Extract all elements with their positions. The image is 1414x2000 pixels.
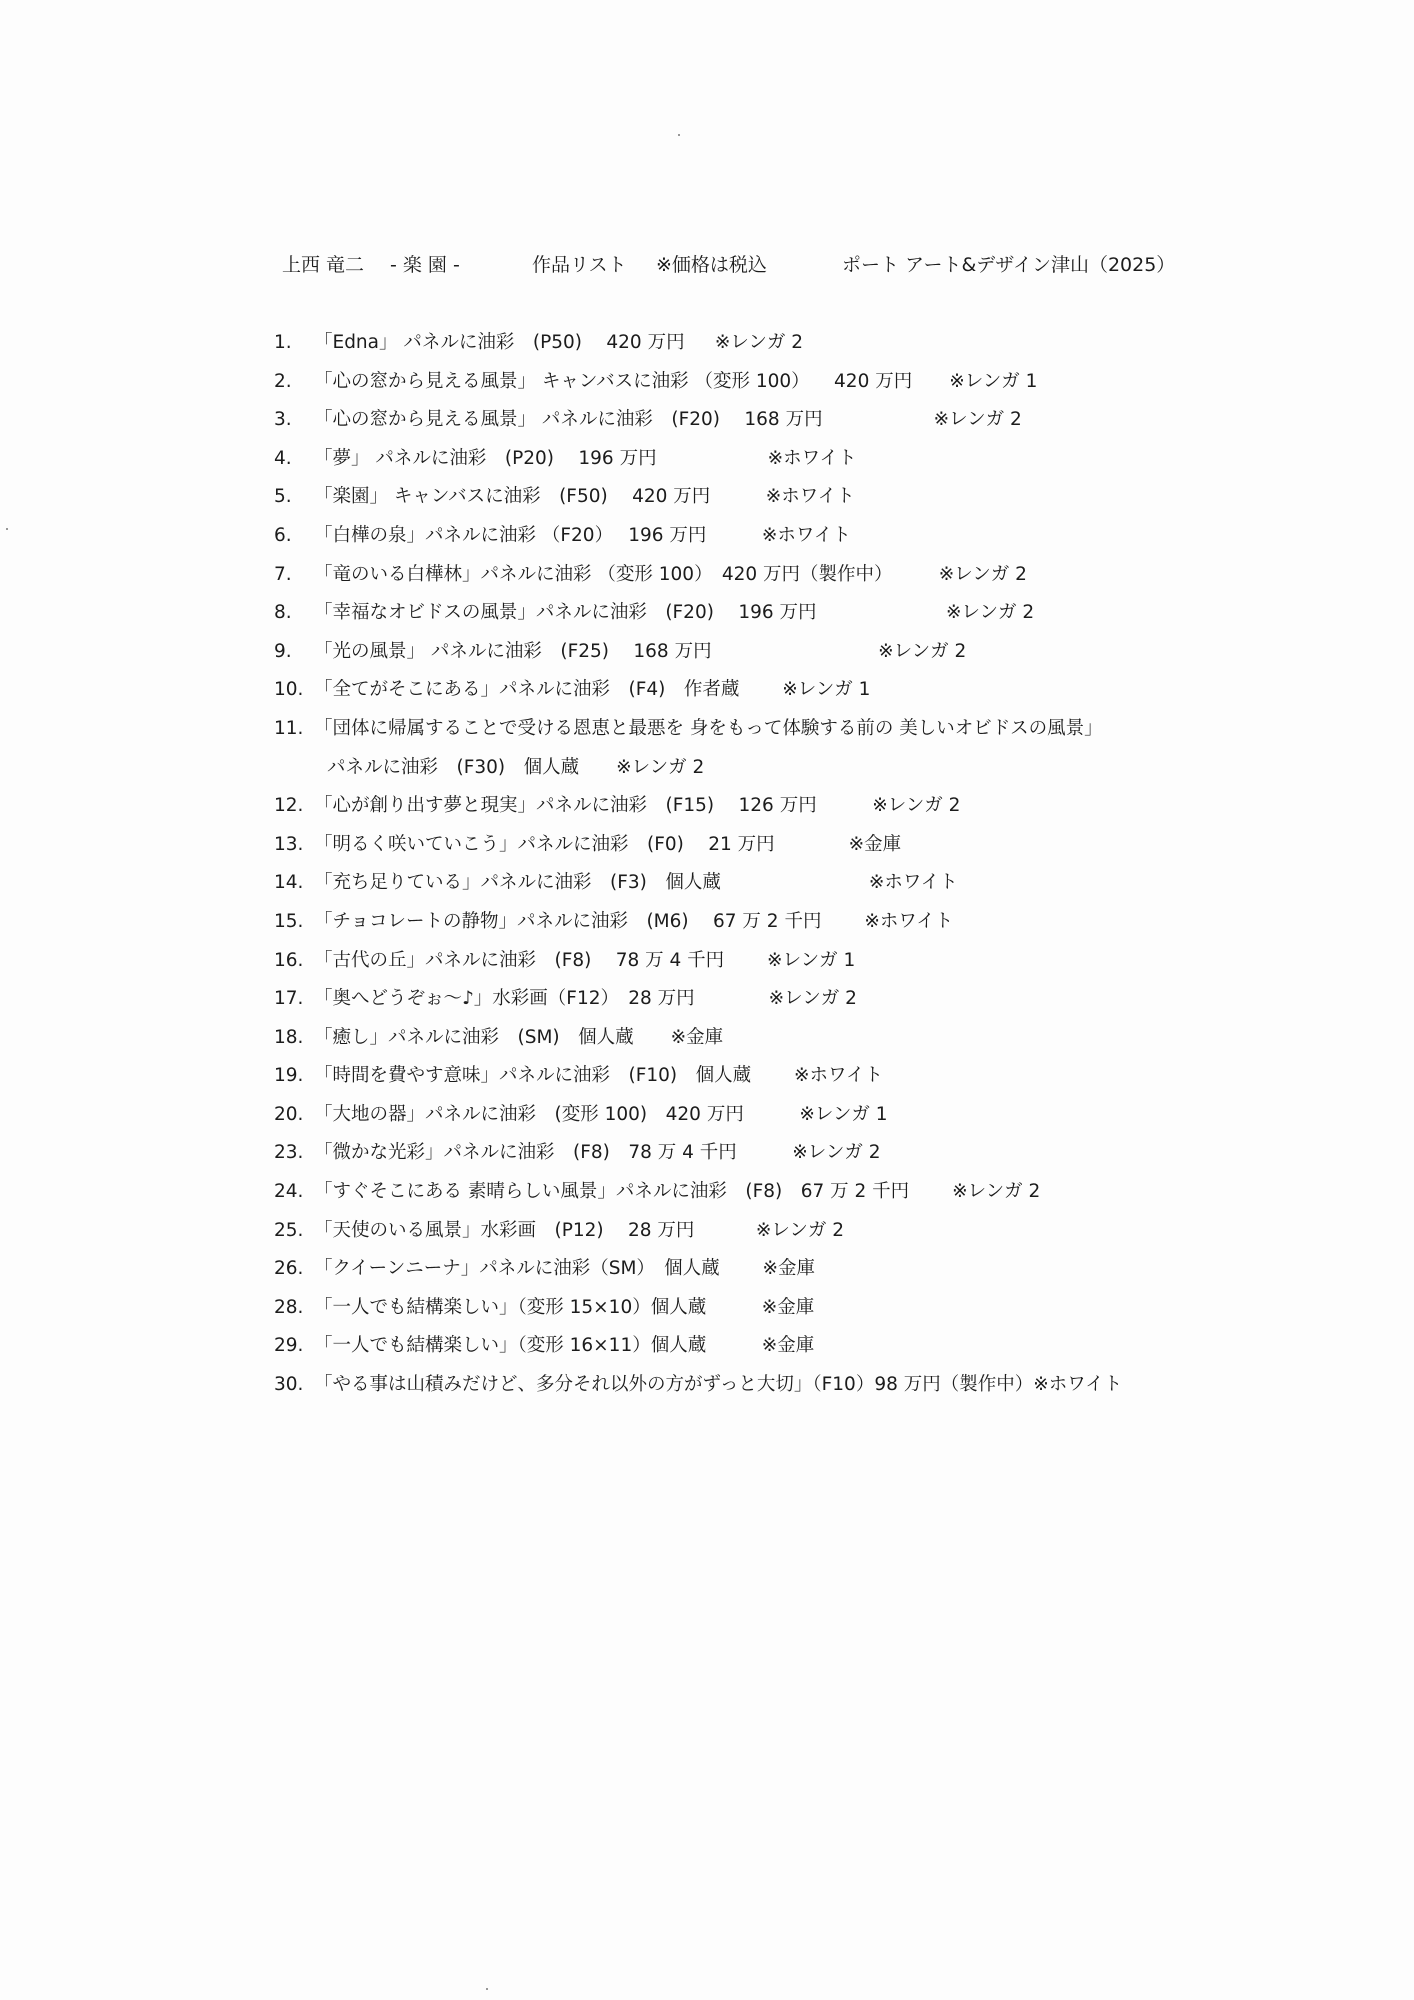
work-item [274, 1025, 1274, 1064]
work-number: 1. [274, 332, 292, 353]
work-details: 「光の風景」 パネルに油彩 (F25) 168 万円 ※レンガ 2 [314, 640, 967, 662]
work-number: 13. [274, 833, 304, 855]
work-item [274, 948, 1274, 987]
work-number: 4. [274, 447, 292, 469]
work-item [274, 523, 1274, 562]
work-number: 7. [274, 563, 292, 585]
work-number: 12. [274, 795, 304, 817]
work-item [274, 639, 1274, 678]
work-item [274, 832, 1274, 871]
work-details: 「古代の丘」パネルに油彩 (F8) 78 万 4 千円 ※レンガ 1 [314, 949, 856, 971]
work-number: 20. [274, 1103, 304, 1125]
work-number: 16. [274, 949, 304, 971]
work-item [274, 1218, 1274, 1257]
work-number: 10. [274, 679, 304, 701]
work-details: 「心が創り出す夢と現実」パネルに油彩 (F15) 126 万円 ※レンガ 2 [314, 795, 961, 817]
work-details: 「一人でも結構楽しい」（変形 15×10）個人蔵 ※金庫 [314, 1296, 815, 1318]
work-number: 17. [274, 988, 304, 1010]
work-item [274, 793, 1274, 832]
work-details: 「充ち足りている」パネルに油彩 (F3) 個人蔵 ※ホワイト [314, 872, 958, 894]
list-header [282, 250, 1202, 276]
work-details: 「癒し」パネルに油彩 (SM) 個人蔵 ※金庫 [314, 1026, 724, 1048]
artist-name: 上西 竜二 [282, 254, 365, 276]
work-number: 3. [274, 409, 292, 431]
exhibition-title: - 楽 園 - [390, 254, 460, 276]
scan-speck [678, 134, 680, 136]
work-number: 24. [274, 1181, 304, 1203]
work-details: 「天使のいる風景」水彩画 (P12) 28 万円 ※レンガ 2 [314, 1219, 845, 1241]
works-list [274, 330, 1274, 1411]
work-number: 25. [274, 1219, 304, 1241]
scan-speck [486, 1988, 488, 1990]
work-details: 「やる事は山積みだけど、多分それ以外の方がずっと大切」（F10）98 万円（製作中）※ホワイト [314, 1374, 1123, 1396]
work-details: 「時間を費やす意味」パネルに油彩 (F10) 個人蔵 ※ホワイト [314, 1065, 883, 1087]
work-details: 「すぐそこにある 素晴らしい風景」パネルに油彩 (F8) 67 万 2 千円 ※レンガ 2 [314, 1181, 1041, 1203]
work-item [274, 909, 1274, 948]
work-item [274, 1063, 1274, 1102]
tax-note: ※価格は税込 [656, 254, 767, 276]
work-number: 14. [274, 872, 304, 894]
work-item [274, 1372, 1274, 1411]
work-number: 15. [274, 910, 304, 932]
work-number: 29. [274, 1335, 304, 1357]
work-number: 30. [274, 1374, 304, 1396]
work-number: 5. [274, 486, 292, 508]
work-details: 「明るく咲いていこう」パネルに油彩 (F0) 21 万円 ※金庫 [314, 833, 902, 855]
work-details: 「夢」 パネルに油彩 (P20) 196 万円 ※ホワイト [314, 447, 857, 469]
work-item [274, 369, 1274, 408]
work-details: 「竜のいる白樺林」パネルに油彩 （変形 100） 420 万円（製作中） ※レンガ 2 [314, 563, 1027, 585]
work-number: 8. [274, 602, 292, 624]
work-details: 「心の窓から見える風景」 パネルに油彩 (F20) 168 万円 ※レンガ 2 [314, 409, 1022, 431]
work-number: 23. [274, 1142, 304, 1164]
work-item [274, 446, 1274, 485]
work-number: 6. [274, 524, 292, 546]
work-item [274, 1179, 1274, 1218]
work-details: 「心の窓から見える風景」 キャンバスに油彩 （変形 100） 420 万円 ※レンガ 1 [314, 370, 1038, 392]
work-item [274, 407, 1274, 446]
work-item [274, 1140, 1274, 1179]
work-details: 「大地の器」パネルに油彩 (変形 100) 420 万円 ※レンガ 1 [314, 1103, 888, 1125]
work-number: 11. [274, 717, 304, 739]
work-item [274, 716, 1274, 793]
work-details-continued: パネルに油彩 (F30) 個人蔵 ※レンガ 2 [327, 756, 705, 778]
work-item [274, 677, 1274, 716]
work-number: 18. [274, 1026, 304, 1048]
work-details: 「団体に帰属することで受ける恩恵と最悪を 身をもって体験する前の 美しいオビドスの風景」 [314, 717, 1103, 739]
work-item [274, 870, 1274, 909]
work-item [274, 330, 1274, 369]
work-details: 「チョコレートの静物」パネルに油彩 (M6) 67 万 2 千円 ※ホワイト [314, 910, 954, 932]
work-details: 「Edna」 パネルに油彩 (P50) 420 万円 ※レンガ 2 [314, 332, 804, 353]
work-item [274, 1256, 1274, 1295]
work-item [274, 562, 1274, 601]
work-number: 26. [274, 1258, 304, 1280]
work-details: 「幸福なオビドスの風景」パネルに油彩 (F20) 196 万円 ※レンガ 2 [314, 602, 1035, 624]
work-number: 2. [274, 370, 292, 392]
work-item [274, 484, 1274, 523]
work-number: 9. [274, 640, 292, 662]
work-details: 「クイーンニーナ」パネルに油彩（SM） 個人蔵 ※金庫 [314, 1258, 816, 1280]
work-details: 「奥へどうぞぉ～♪」水彩画（F12） 28 万円 ※レンガ 2 [314, 988, 857, 1010]
work-number: 19. [274, 1065, 304, 1087]
work-item [274, 1295, 1274, 1334]
work-details: 「一人でも結構楽しい」（変形 16×11）個人蔵 ※金庫 [314, 1335, 815, 1357]
work-item [274, 986, 1274, 1025]
work-details: 「楽園」 キャンバスに油彩 (F50) 420 万円 ※ホワイト [314, 486, 855, 508]
work-item [274, 1333, 1274, 1372]
scan-speck [6, 528, 8, 530]
list-title: 作品リスト [532, 254, 627, 276]
work-item [274, 600, 1274, 639]
work-number: 28. [274, 1296, 304, 1318]
venue-name: ポート アート&デザイン津山（2025） [842, 254, 1176, 276]
work-details: 「微かな光彩」パネルに油彩 (F8) 78 万 4 千円 ※レンガ 2 [314, 1142, 881, 1164]
work-details: 「全てがそこにある」パネルに油彩 (F4) 作者蔵 ※レンガ 1 [314, 679, 871, 701]
work-item [274, 1102, 1274, 1141]
work-details: 「白樺の泉」パネルに油彩 （F20） 196 万円 ※ホワイト [314, 524, 851, 546]
